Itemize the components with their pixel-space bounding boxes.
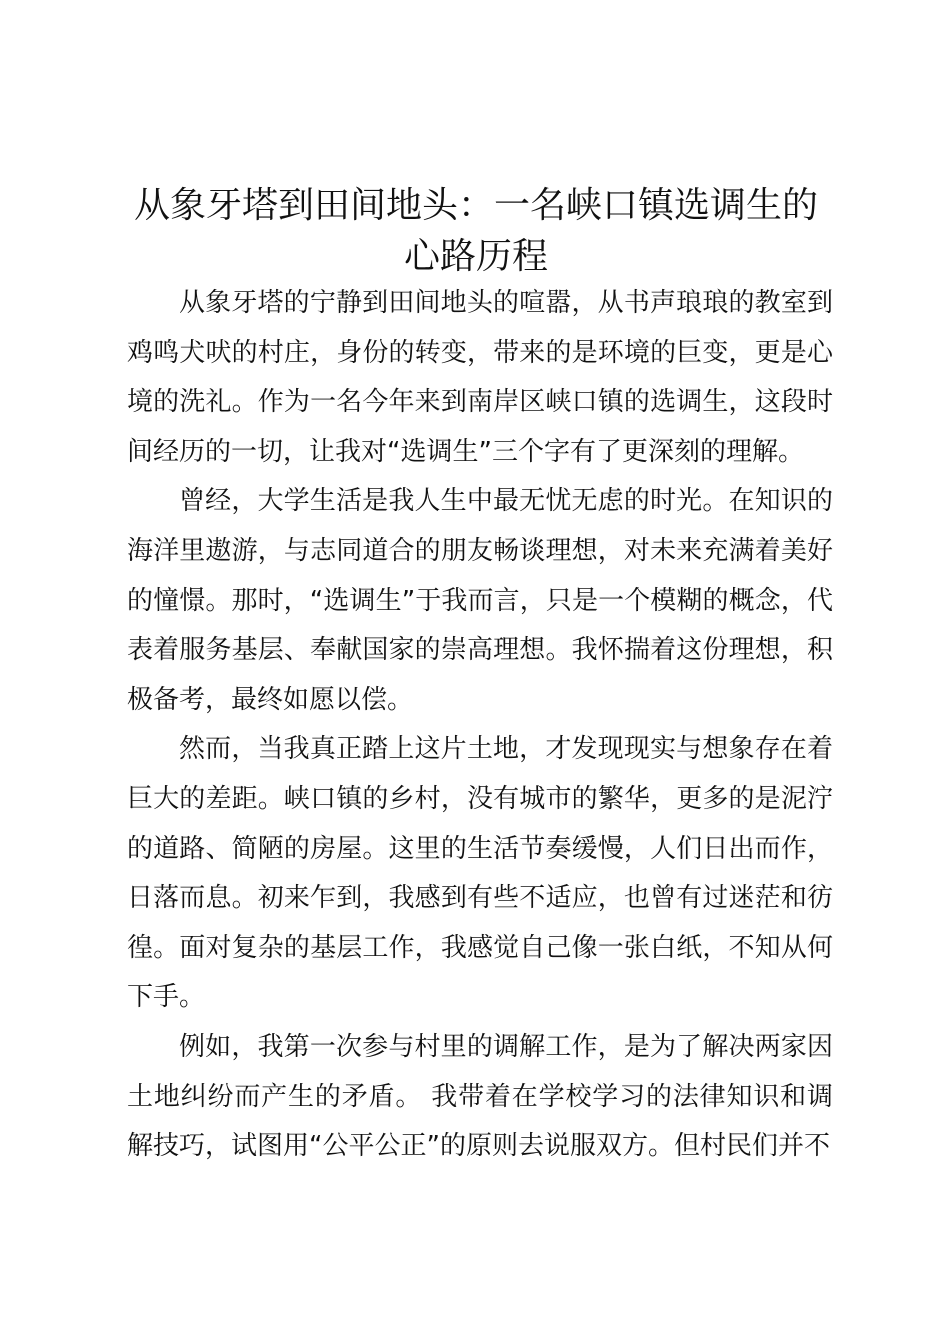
page-title: 从象牙塔到田间地头：一名峡口镇选调生的心路历程 xyxy=(133,185,818,277)
paragraph: 然而，当我真正踏上这片土地，才发现现实与想象存在着巨大的差距。峡口镇的乡村，没有城市的繁华，更多的是泥泞的道路、简陋的房屋。这里的生活节奏缓慢，人们日出而作，日落而息。初来乍到，我感到有些不适应，也曾有过迷茫和彷徨。面对复杂的基层工作，我感觉自己像一张白纸，不知从何下手。 xyxy=(127,734,833,1013)
article-body xyxy=(127,279,833,1172)
paragraph: 曾经，大学生活是我人生中最无忧无虑的时光。在知识的海洋里遨游，与志同道合的朋友畅谈理想，对未来充满着美好的憧憬。那时，“选调生”于我而言，只是一个模糊的概念，代表着服务基层、奉献国家的崇高理想。我怀揣着这份理想，积极备考，最终如愿以偿。 xyxy=(127,486,833,715)
paragraph: 从象牙塔的宁静到田间地头的喧嚣，从书声琅琅的教室到鸡鸣犬吠的村庄，身份的转变，带来的是环境的巨变，更是心境的洗礼。作为一名今年来到南岸区峡口镇的选调生，这段时间经历的一切，让我对“选调生”三个字有了更深刻的理解。 xyxy=(127,288,833,467)
paragraph: 例如，我第一次参与村里的调解工作，是为了解决两家因土地纠纷而产生的矛盾。 我带着在学校学习的法律知识和调解技巧，试图用“公平公正”的原则去说服双方。但村民们并不 xyxy=(127,1031,833,1162)
